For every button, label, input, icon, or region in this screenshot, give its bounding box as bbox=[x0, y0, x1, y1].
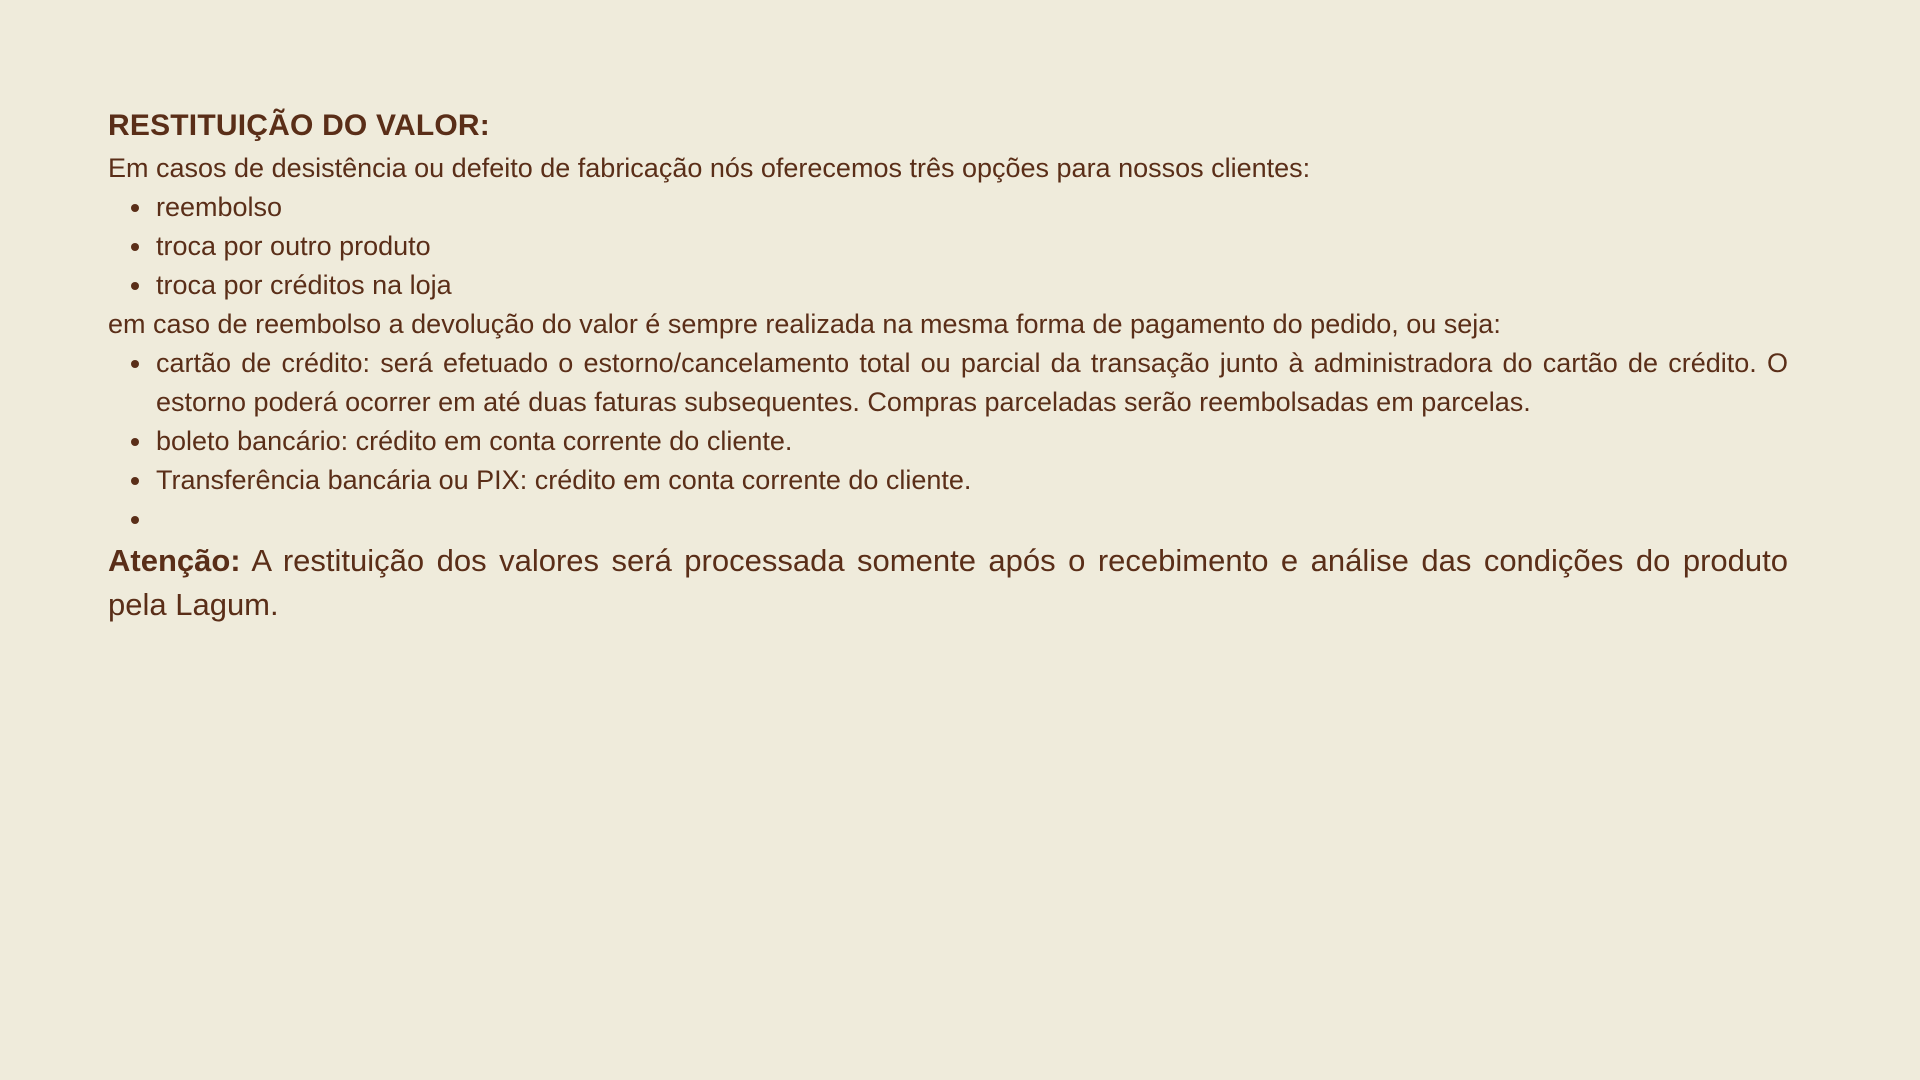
payment-methods-list bbox=[108, 344, 1788, 539]
payment-method-item: boleto bancário: crédito em conta corrente do cliente. bbox=[156, 422, 1788, 461]
empty-list-item bbox=[156, 500, 1788, 539]
payment-method-item: cartão de crédito: será efetuado o estorno/cancelamento total ou parcial da transação junto à administradora do cartão de crédito. O estorno poderá ocorrer em até duas faturas subsequentes. Compras parceladas serão reembolsadas em parcelas. bbox=[156, 344, 1788, 422]
option-item: reembolso bbox=[156, 188, 1788, 227]
attention-text: A restituição dos valores será processada somente após o recebimento e análise das condições do produto pela Lagum. bbox=[108, 543, 1788, 622]
payment-method-item: Transferência bancária ou PIX: crédito em conta corrente do cliente. bbox=[156, 461, 1788, 500]
attention-paragraph bbox=[108, 539, 1788, 627]
option-item: troca por créditos na loja bbox=[156, 266, 1788, 305]
attention-label: Atenção: bbox=[108, 543, 241, 578]
refund-section bbox=[108, 103, 1788, 627]
refund-intro-paragraph: em caso de reembolso a devolução do valor é sempre realizada na mesma forma de pagamento do pedido, ou seja: bbox=[108, 309, 1501, 339]
options-list bbox=[108, 188, 1788, 305]
option-item: troca por outro produto bbox=[156, 227, 1788, 266]
intro-paragraph: Em casos de desistência ou defeito de fabricação nós oferecemos três opções para nossos clientes: bbox=[108, 153, 1311, 183]
section-heading: RESTITUIÇÃO DO VALOR: bbox=[108, 109, 490, 142]
